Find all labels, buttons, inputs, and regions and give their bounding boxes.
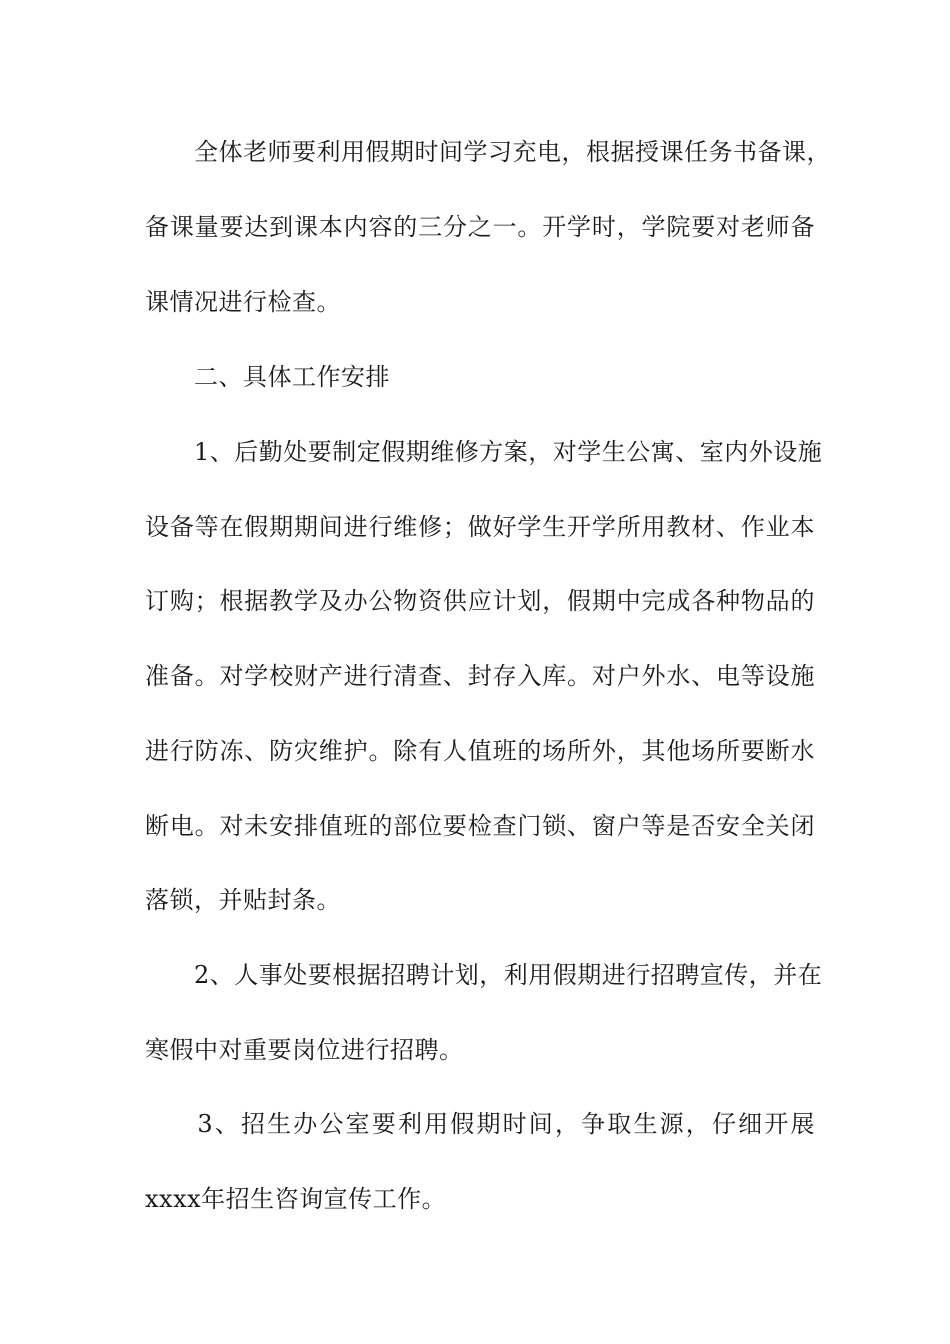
paragraph-line: xxxx年招生咨询宣传工作。	[145, 1185, 447, 1213]
paragraph-line: 落锁，并贴封条。	[145, 886, 341, 914]
paragraph-line: 全体老师要利用假期时间学习充电，根据授课任务书备课，	[145, 138, 831, 166]
paragraph-line: 断电。对未安排值班的部位要检查门锁、窗户等是否安全关闭	[145, 812, 815, 840]
paragraph-line: 1、后勤处要制定假期维修方案，对学生公寓、室内外设施	[145, 438, 823, 466]
paragraph-line: 课情况进行检查。	[145, 288, 341, 316]
paragraph-line: 寒假中对重要岗位进行招聘。	[145, 1036, 464, 1064]
paragraph-line: 设备等在假期期间进行维修；做好学生开学所用教材、作业本	[145, 513, 815, 541]
paragraph-line: 准备。对学校财产进行清查、封存入库。对户外水、电等设施	[145, 662, 815, 690]
paragraph-line: 进行防冻、防灾维护。除有人值班的场所外，其他场所要断水	[145, 737, 815, 765]
paragraph-line: 订购；根据教学及办公物资供应计划，假期中完成各种物品的	[145, 587, 815, 615]
section-heading: 二、具体工作安排	[145, 363, 390, 391]
paragraph-line: 备课量要达到课本内容的三分之一。开学时，学院要对老师备	[145, 213, 815, 241]
paragraph-line: 3、招生办公室要利用假期时间，争取生源，仔细开展	[145, 1110, 815, 1138]
paragraph-line: 2、人事处要根据招聘计划，利用假期进行招聘宣传，并在	[145, 961, 823, 989]
